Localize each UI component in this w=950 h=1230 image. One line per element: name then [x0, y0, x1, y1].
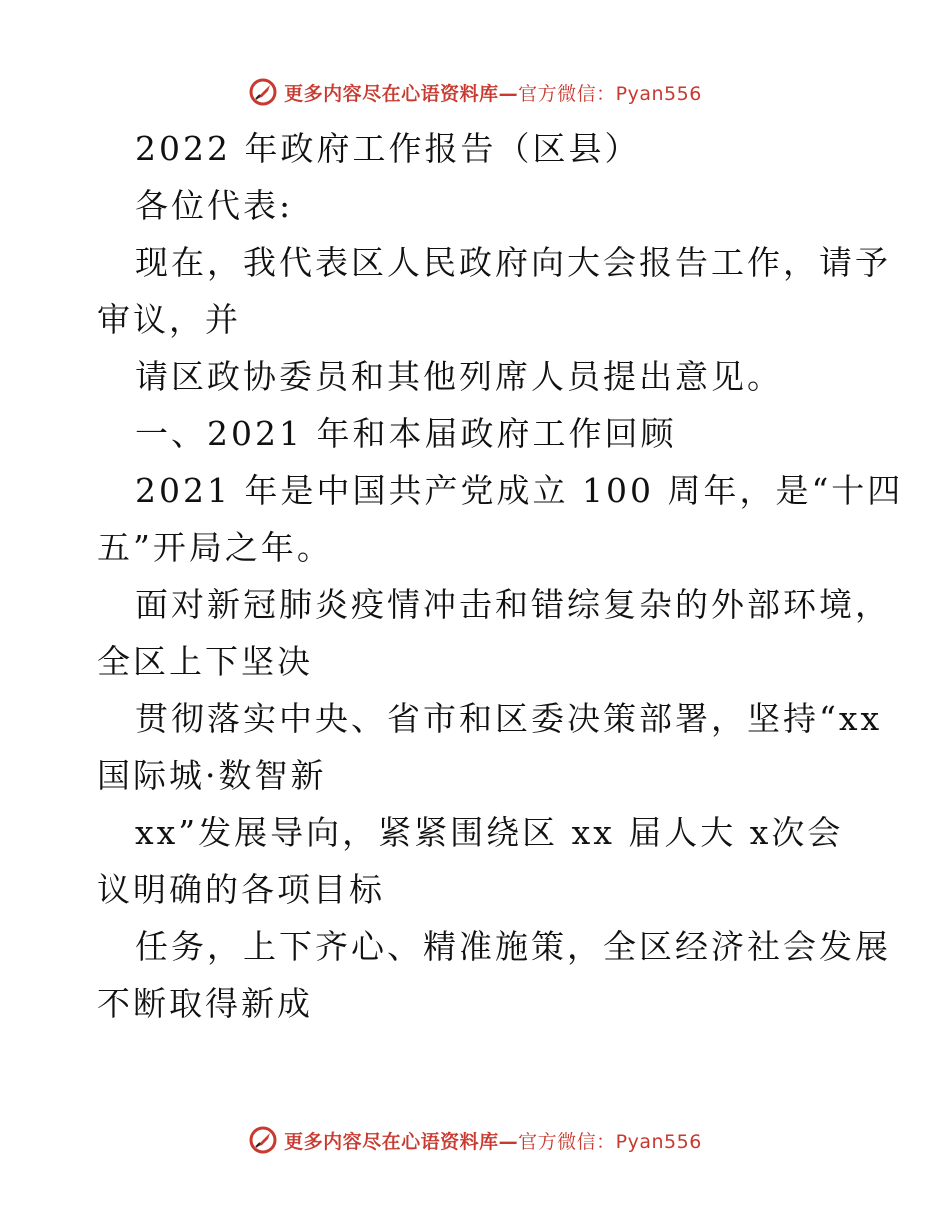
- paragraph-line: 任务，上下齐心、精准施策，全区经济社会发展: [135, 927, 891, 966]
- paragraph-line: 国际城·数智新: [97, 756, 327, 795]
- paragraph-line: 审议，并: [97, 300, 241, 339]
- paragraph-line: 贯彻落实中央、省市和区委决策部署，坚持“xx: [135, 699, 883, 738]
- paragraph-line: 2021 年是中国共产党成立 100 周年，是“十四: [135, 471, 904, 510]
- paragraph-line: 全区上下坚决: [97, 642, 313, 681]
- paragraph-line: 不断取得新成: [97, 984, 313, 1023]
- header-watermark: [0, 72, 950, 112]
- paragraph-line: 面对新冠肺炎疫情冲击和错综复杂的外部环境，: [135, 585, 891, 624]
- footer-watermark: [0, 1120, 950, 1160]
- doc-title: 2022 年政府工作报告（区县）: [135, 129, 641, 168]
- paragraph-line: xx”发展导向，紧紧围绕区 xx 届人大 x次会: [135, 813, 844, 852]
- quill-logo-icon: [248, 77, 278, 107]
- quill-logo-icon: [248, 1125, 278, 1155]
- section-heading: 一、2021 年和本届政府工作回顾: [135, 414, 677, 453]
- salutation: 各位代表:: [135, 186, 294, 225]
- paragraph-line: 五”开局之年。: [97, 528, 333, 567]
- paragraph-line: 现在，我代表区人民政府向大会报告工作，请予: [135, 243, 891, 282]
- paragraph-line: 请区政协委员和其他列席人员提出意见。: [135, 357, 783, 396]
- watermark-text: 更多内容尽在心语资料库—官方微信：Pyan556: [284, 82, 702, 105]
- watermark-text: 更多内容尽在心语资料库—官方微信：Pyan556: [284, 1130, 702, 1153]
- paragraph-line: 议明确的各项目标: [97, 870, 385, 909]
- document-body: [97, 120, 904, 1032]
